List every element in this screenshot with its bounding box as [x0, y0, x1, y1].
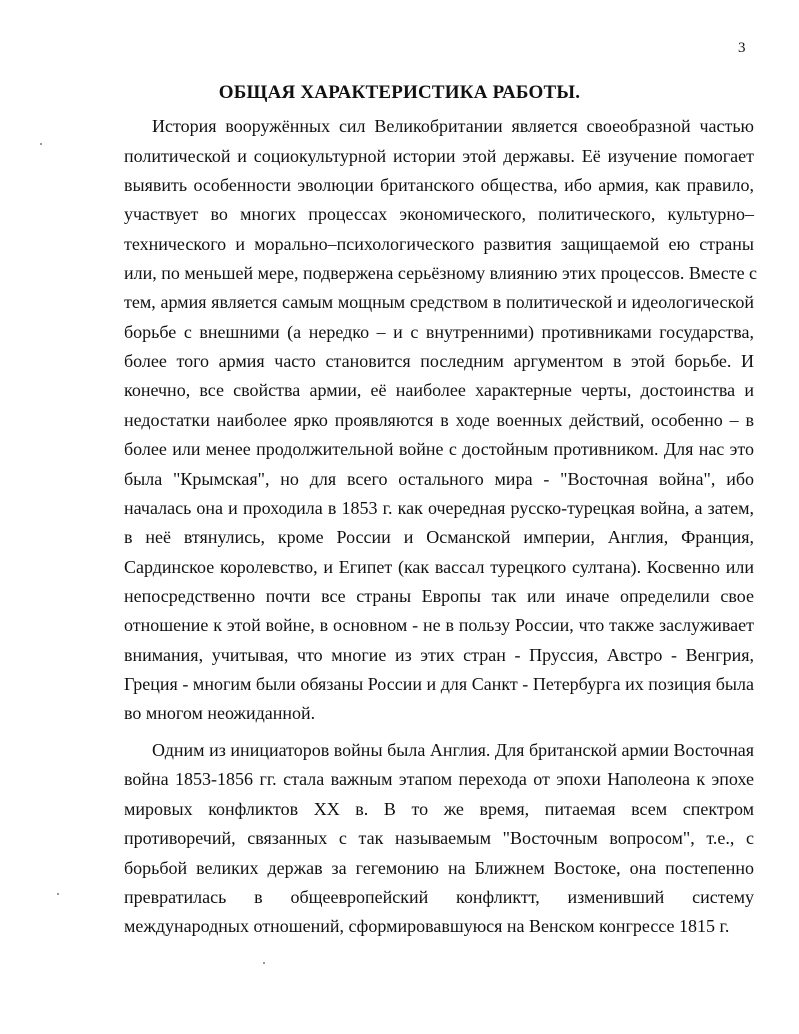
document-title: ОБЩАЯ ХАРАКТЕРИСТИКА РАБОТЫ.	[218, 82, 581, 103]
scan-speck	[57, 893, 59, 895]
paragraph-2-line-5: борьбой великих держав за гегемонию на Ближнем Востоке, она постепенно	[124, 858, 754, 878]
paragraph-2-line-2: война 1853-1856 гг. стала важным этапом перехода от эпохи Наполеона к эпохе	[124, 769, 754, 789]
paragraph-1-line-1: История вооружённых сил Великобритании является своеобразной частью	[152, 116, 754, 136]
paragraph-1-line-14: началась она и проходила в 1853 г. как очередная русско-турецкая война, а затем,	[124, 498, 754, 518]
paragraph-1-line-10: конечно, все свойства армии, её наиболее характерные черты, достоинства и	[124, 380, 754, 400]
paragraph-1-line-4: участвует во многих процессах экономического, политического, культурно–	[124, 204, 754, 224]
paragraph-1-line-11: недостатки наиболее ярко проявляются в ходе военных действий, особенно – в	[124, 410, 754, 430]
scan-speck	[40, 143, 42, 145]
paragraph-2-line-3: мировых конфликтов XX в. В то же время, питаемая всем спектром	[124, 799, 754, 819]
paragraph-1-line-3: выявить особенности эволюции британского общества, ибо армия, как правило,	[124, 175, 754, 195]
paragraph-1-line-15: в неё втянулись, кроме России и Османской империи, Англия, Франция,	[124, 527, 754, 547]
scan-speck	[263, 962, 265, 964]
paragraph-1-line-13: была "Крымская", но для всего остального мира - "Восточная война", ибо	[124, 469, 754, 489]
paragraph-2-line-4: противоречий, связанных с так называемым "Восточным вопросом", т.е., с	[124, 828, 754, 848]
paragraph-2-line-1: Одним из инициаторов войны была Англия. Для британской армии Восточная	[152, 740, 754, 760]
paragraph-2-line-7: международных отношений, сформировавшуюся на Венском конгрессе 1815 г.	[124, 916, 730, 936]
paragraph-1-line-9: более того армия часто становится последним аргументом в этой борьбе. И	[124, 351, 754, 371]
paragraph-1-line-2: политической и социокультурной истории этой державы. Её изучение помогает	[124, 146, 754, 166]
paragraph-1-line-21: во многом неожиданной.	[124, 703, 316, 723]
paragraph-1-line-18: отношение к этой войне, в основном - не в пользу России, что также заслуживает	[124, 615, 754, 635]
paragraph-1-line-6: или, по меньшей мере, подвержена серьёзному влиянию этих процессов. Вместе с	[124, 263, 758, 283]
paragraph-1-line-7: тем, армия является самым мощным средством в политической и идеологической	[124, 292, 754, 312]
paragraph-1-line-16: Сардинское королевство, и Египет (как вассал турецкого султана). Косвенно или	[124, 557, 754, 577]
paragraph-1-line-8: борьбе с внешними (а нередко – и с внутренними) противниками государства,	[124, 322, 754, 342]
paragraph-1-line-17: непосредственно почти все страны Европы так или иначе определили свое	[124, 586, 754, 606]
paragraph-2-line-6: превратилась в общеевропейский конфликтт, изменивший систему	[124, 887, 754, 907]
paragraph-1-line-12: более или менее продолжительной войне с достойным противником. Для нас это	[124, 439, 754, 459]
paragraph-1-line-20: Греция - многим были обязаны России и для Санкт - Петербурга их позиция была	[124, 674, 754, 694]
paragraph-1-line-5: технического и морально–психологического развития защищаемой ею страны	[124, 234, 754, 254]
paragraph-1-line-19: внимания, учитывая, что многие из этих стран - Пруссия, Австро - Венгрия,	[124, 645, 754, 665]
page-number: 3	[738, 40, 746, 56]
